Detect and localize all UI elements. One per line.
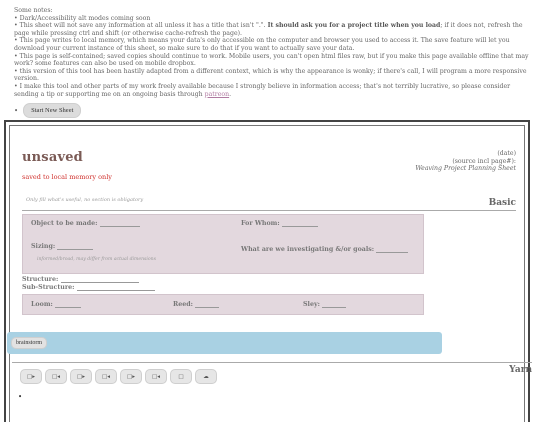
structure-field[interactable] xyxy=(22,276,139,283)
investigating-field[interactable] xyxy=(241,246,408,253)
save-status: saved to local memory only xyxy=(22,173,112,181)
note-text: This sheet will not save any information at all unless it has a title that isn't ".". xyxy=(19,22,268,30)
source-field[interactable]: (source incl page#): xyxy=(452,157,516,165)
brainstorm-bar xyxy=(7,332,442,354)
sheet-meta xyxy=(415,150,516,173)
add-row-right-button[interactable]: □▸ xyxy=(20,369,42,384)
list-bullet: • xyxy=(18,393,23,401)
investigating-label: What are we investigating &/or goals: xyxy=(241,246,375,253)
note-bold-text: It should ask you for a project title when you load xyxy=(267,22,441,30)
sley-field[interactable] xyxy=(303,301,346,308)
note-text: ; if it does not, refresh the page while pressing ctrl and shift (or otherwise cache-refresh the page). xyxy=(14,22,523,37)
reed-field[interactable] xyxy=(173,301,219,308)
for-whom-field[interactable] xyxy=(241,220,318,227)
note-item xyxy=(14,22,534,37)
patreon-link[interactable]: patreon xyxy=(204,90,230,98)
sizing-label: Sizing: xyxy=(31,243,56,250)
note-text: this version of this tool has been hastily adapted from a different context, which is why the appearance is wonky; if there's call, I will program a more responsive version. xyxy=(14,67,527,83)
substructure-label: Sub-Structure: xyxy=(22,284,75,291)
note-text: . xyxy=(229,90,232,98)
substructure-field[interactable] xyxy=(22,284,155,291)
note-item xyxy=(14,37,534,52)
note-item xyxy=(14,68,534,83)
sizing-field[interactable] xyxy=(31,243,93,250)
add-row-right-button[interactable]: □▸ xyxy=(70,369,92,384)
loom-field[interactable] xyxy=(31,301,81,308)
date-field[interactable]: (date) xyxy=(497,150,516,157)
note-item xyxy=(14,83,534,98)
loom-box xyxy=(22,294,424,315)
sizing-note: informed/broad, may differ from actual dimensions xyxy=(37,257,156,262)
fill-hint: Only fill what's useful, no section is obligatory xyxy=(26,197,144,203)
basic-heading: Basic xyxy=(22,198,516,211)
reed-label: Reed: xyxy=(173,301,193,308)
for-whom-label: For Whom: xyxy=(241,220,280,227)
yarn-heading: Yarn xyxy=(12,362,532,375)
start-row xyxy=(14,103,81,118)
note-text: This page is self-contained; saved copies should continue to work. Mobile users, you can't open html files raw, but if you make this page available offline that may work? some features can also be used on mobile dropbox. xyxy=(14,52,529,68)
notes-section xyxy=(14,7,534,98)
note-item xyxy=(14,53,534,68)
for-whom-input[interactable] xyxy=(282,220,318,227)
notes-heading: Some notes: xyxy=(14,7,53,14)
structure-input[interactable] xyxy=(61,276,139,283)
loom-label: Loom: xyxy=(31,301,53,308)
notes-list xyxy=(14,15,534,99)
substructure-input[interactable] xyxy=(77,284,155,291)
sley-label: Sley: xyxy=(303,301,320,308)
bullet: • xyxy=(14,106,19,115)
sizing-input[interactable] xyxy=(57,243,93,250)
brainstorm-button[interactable]: brainstorm xyxy=(11,337,47,349)
loom-input[interactable] xyxy=(55,301,81,308)
box-button[interactable]: □ xyxy=(170,369,192,384)
remove-row-left-button[interactable]: □◂ xyxy=(45,369,67,384)
remove-row-left-button[interactable]: □◂ xyxy=(145,369,167,384)
note-item xyxy=(14,15,534,23)
yarn-toolbar xyxy=(20,369,217,384)
object-field[interactable] xyxy=(31,220,140,227)
note-text: This page writes to local memory, which means your data's only accessible on the computer and browser you used to access it. The save feature will let you download your current instance of this sheet, so make sure to do that if you want to actually save your data. xyxy=(14,37,510,52)
sheet-subtitle: Weaving Project Planning Sheet xyxy=(415,165,516,172)
sley-input[interactable] xyxy=(322,301,346,308)
investigating-input[interactable] xyxy=(376,246,408,253)
remove-row-left-button[interactable]: □◂ xyxy=(95,369,117,384)
add-row-right-button[interactable]: □▸ xyxy=(120,369,142,384)
cloud-icon-button[interactable]: ☁ xyxy=(195,369,217,384)
object-input[interactable] xyxy=(100,220,140,227)
reed-input[interactable] xyxy=(195,301,219,308)
structure-label: Structure: xyxy=(22,276,59,283)
project-title[interactable]: unsaved xyxy=(22,150,83,165)
note-text: I make this tool and other parts of my work freely available because I strongly believe in information access; that's not terribly lucrative, so please consider sending a tip or supporting me on an ongoing basis through xyxy=(14,82,511,98)
start-new-sheet-button[interactable]: Start New Sheet xyxy=(23,103,81,118)
note-text: Dark/Accessibility alt modes coming soon xyxy=(19,14,151,22)
object-label: Object to be made: xyxy=(31,220,98,227)
